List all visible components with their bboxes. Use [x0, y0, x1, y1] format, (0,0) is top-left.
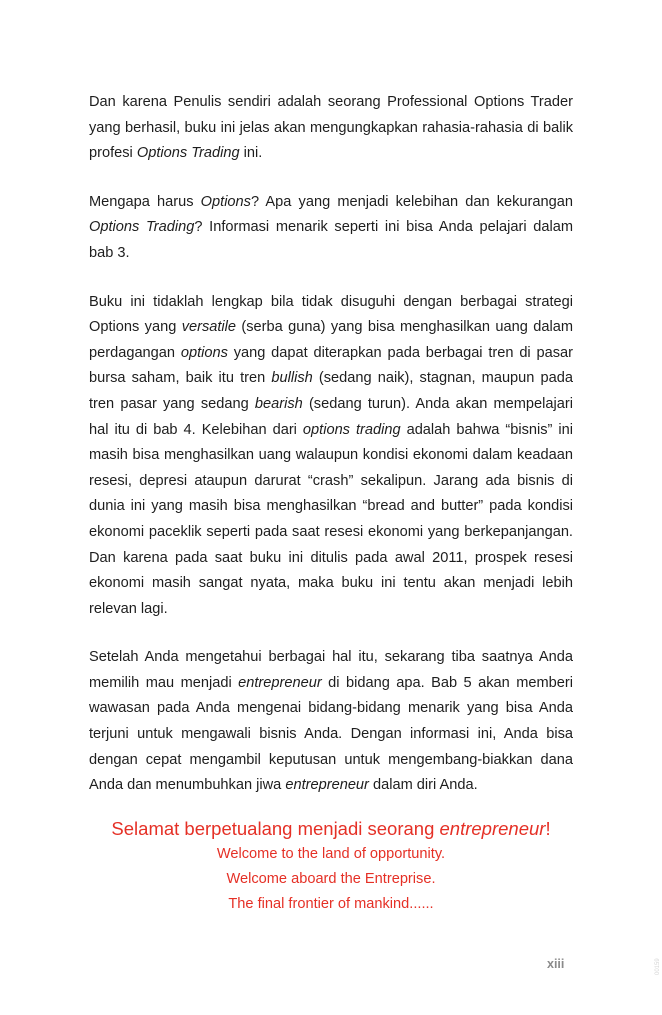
text-run: ? Informasi menarik seperti ini bisa Anda pelajari dalam bab 3. — [89, 219, 574, 261]
text-run: Mengapa harus — [89, 193, 201, 210]
italic-run: entrepreneur — [285, 777, 369, 794]
text-run: Buku ini tidaklah lengkap bila tidak disuguhi dengan berbagai strategi Options yang — [89, 293, 573, 336]
italic-run: Options — [200, 193, 251, 210]
italic-run: bullish — [271, 370, 313, 387]
text-run: dalam diri Anda. — [368, 777, 478, 794]
paragraph-4 — [89, 645, 573, 799]
text-run: ini. — [239, 145, 263, 162]
text-run: adalah bahwa “bisnis” ini masih bisa menghasilkan uang walaupun kondisi ekonomi dalam keadaan resesi, depresi ataupun darurat “crash” sekalipun. Jarang ada bisnis di dunia ini yang masih bisa menghasilkan “bread and butter” pada kondisi ekonomi paceklik seperti pada saat resesi ekonomi yang berkepanjangan. Dan karena pada saat buku ini ditulis pada awal 2011, prospek resesi ekonomi masih sangat nyata, maka buku ini tentu akan menjadi lebih relevan lagi. — [89, 421, 573, 617]
italic-run: options trading — [302, 421, 401, 438]
closing-headline-italic: entrepreneur — [439, 817, 546, 839]
text-run: (serba guna) yang bisa menghasilkan uang dalam perdagangan — [89, 319, 573, 361]
closing-block — [83, 815, 579, 917]
page-number: xiii — [547, 957, 565, 971]
text-run: (sedang turun). Anda akan mempelajari hal itu di bab 4. Kelebihan dari — [89, 395, 573, 438]
closing-headline — [83, 815, 579, 842]
closing-line-2: Welcome aboard the Entreprise. — [226, 870, 436, 887]
text-run: Setelah Anda mengetahui berbagai hal itu, sekarang tiba saatnya Anda memilih mau menjadi — [89, 649, 573, 691]
text-run: di bidang apa. Bab 5 akan memberi wawasan pada Anda mengenai bidang-bidang menarik yang bisa Anda terjuni untuk mengawali bisnis Anda. Dengan informasi ini, Anda bisa dengan cepat mengambil keputusan untuk mengembang-biakkan dana Anda dan menumbuhkan jiwa — [89, 674, 573, 794]
side-mark: 00159 — [655, 958, 661, 975]
italic-run: options — [180, 344, 228, 361]
italic-run: versatile — [181, 319, 237, 336]
italic-run: Options Trading — [89, 219, 195, 236]
italic-run: entrepreneur — [238, 674, 322, 691]
text-run: yang dapat diterapkan pada berbagai tren di pasar bursa saham, baik itu tren — [89, 344, 573, 387]
paragraph-1 — [89, 90, 573, 167]
closing-line-3: The final frontier of mankind...... — [228, 895, 434, 912]
italic-run: Options Trading — [136, 145, 240, 162]
closing-line-1: Welcome to the land of opportunity. — [216, 845, 446, 862]
paragraph-3 — [89, 290, 573, 623]
text-run: ? Apa yang menjadi kelebihan dan kekurangan — [250, 193, 573, 210]
text-run: (sedang naik), stagnan, maupun pada tren pasar yang sedang — [89, 370, 574, 412]
closing-headline-prefix: Selamat berpetualang menjadi seorang — [111, 817, 440, 839]
text-run: Dan karena Penulis sendiri adalah seorang Professional Options Trader yang berhasil, buku ini jelas akan mengungkapkan rahasia-rahasia di balik profesi — [89, 94, 573, 162]
page-body — [89, 90, 573, 917]
paragraph-2 — [89, 190, 573, 267]
closing-headline-suffix: ! — [545, 817, 551, 839]
italic-run: bearish — [254, 395, 303, 412]
